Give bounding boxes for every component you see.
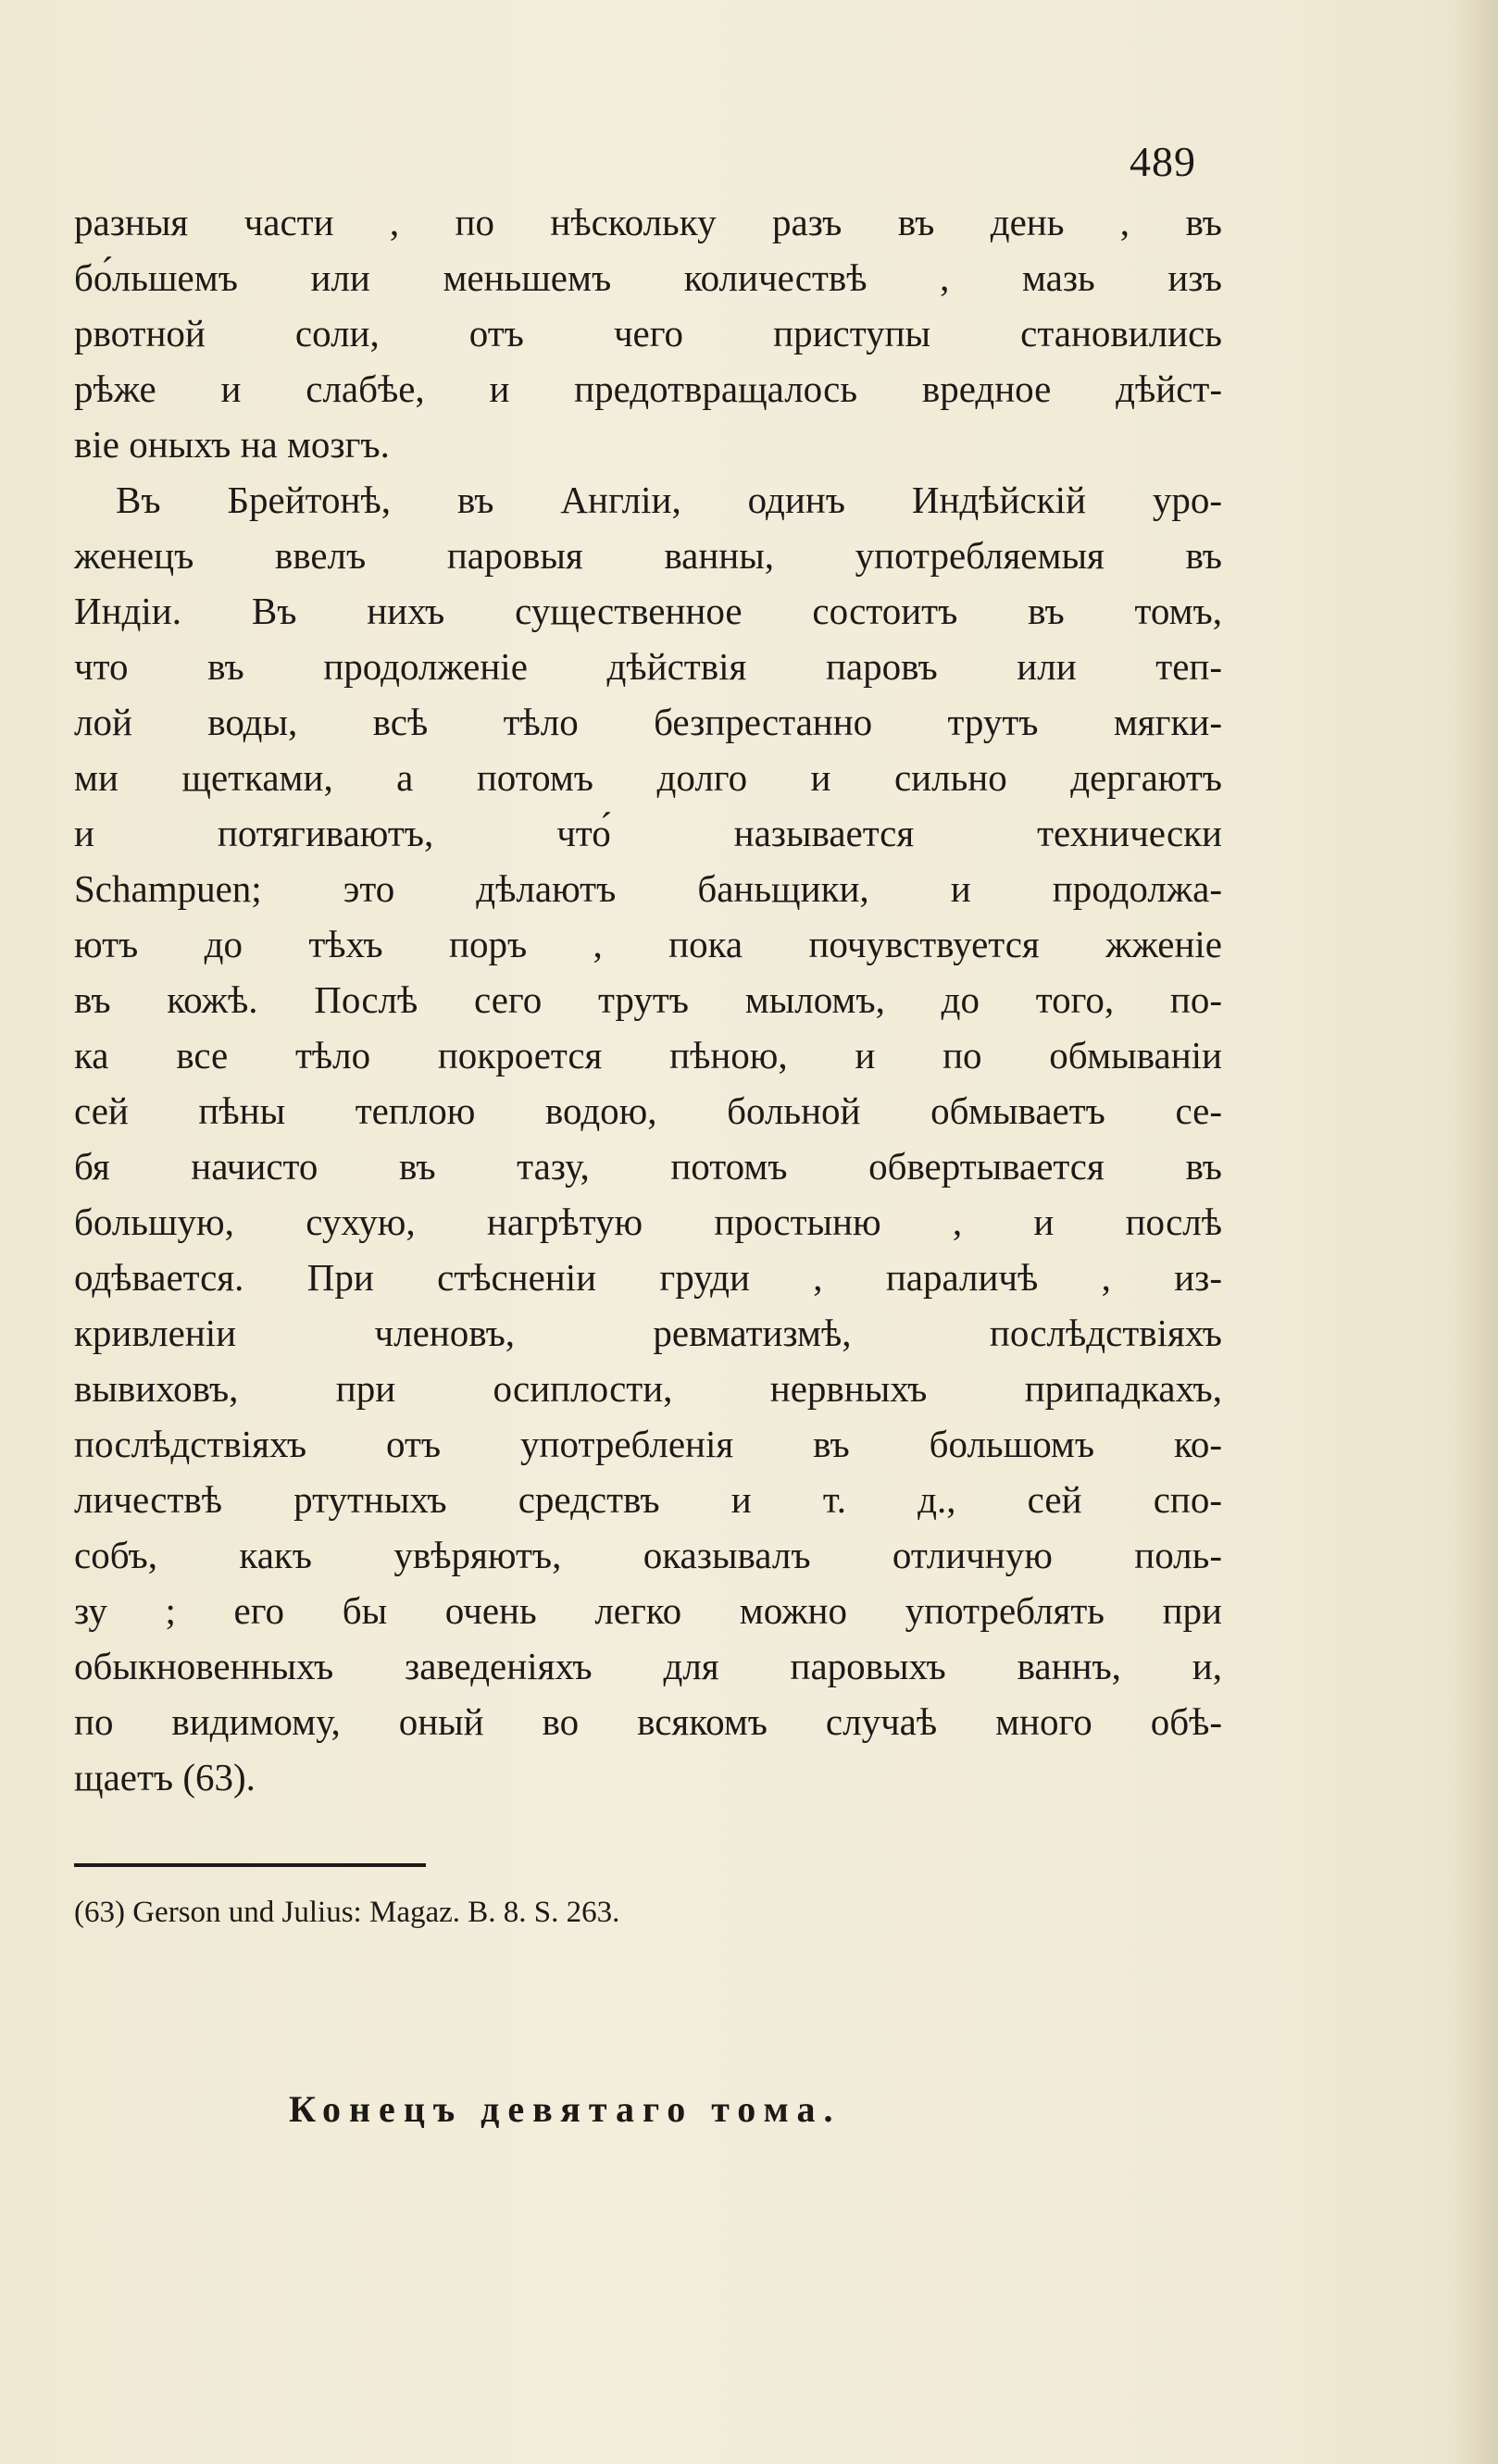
text-line: одѣвается. При стѣсненіи груди , параличѣ , из-: [74, 1256, 1222, 1299]
text-line: разныя части , по нѣскольку разъ въ день , въ: [74, 201, 1222, 243]
footnote-separator: [74, 1863, 426, 1867]
text-line: бо́льшемъ или меньшемъ количествѣ , мазь изъ: [74, 256, 1222, 299]
text-line: обыкновенныхъ заведеніяхъ для паровыхъ ваннъ, и,: [74, 1645, 1222, 1687]
text-line: Въ Брейтонѣ, въ Англіи, одинъ Индѣйскій уро-: [116, 479, 1222, 521]
text-line: рѣже и слабѣе, и предотвращалось вредное дѣйст-: [74, 367, 1222, 410]
text-line: щаетъ (63).: [74, 1756, 256, 1798]
text-line: ка все тѣло покроется пѣною, и по обмываніи: [74, 1034, 1222, 1076]
text-line: лой воды, всѣ тѣло безпрестанно трутъ мягки-: [74, 701, 1222, 743]
text-line: собъ, какъ увѣряютъ, оказывалъ отличную поль-: [74, 1534, 1222, 1576]
text-line: ютъ до тѣхъ поръ , пока почувствуется жженіе: [74, 923, 1222, 965]
text-line: зу ; его бы очень легко можно употреблять при: [74, 1589, 1222, 1632]
text-line: и потягиваютъ, что́ называется технически: [74, 812, 1222, 854]
text-line: вывиховъ, при осиплости, нервныхъ припадкахъ,: [74, 1367, 1222, 1410]
text-line: Schampuen; это дѣлаютъ баньщики, и продолжа-: [74, 867, 1222, 910]
text-line: женецъ ввелъ паровыя ванны, употребляемыя въ: [74, 534, 1222, 577]
text-line: личествѣ ртутныхъ средствъ и т. д., сей спо-: [74, 1478, 1222, 1521]
text-line: большую, сухую, нагрѣтую простыню , и послѣ: [74, 1201, 1222, 1243]
text-line: віе оныхъ на мозгъ.: [74, 423, 390, 466]
text-line: кривленіи членовъ, ревматизмѣ, послѣдствіяхъ: [74, 1312, 1222, 1354]
volume-end-note: Конецъ девятаго тома.: [289, 2088, 842, 2130]
text-line: бя начисто въ тазу, потомъ обвертывается въ: [74, 1145, 1222, 1188]
body-text: [74, 194, 1222, 1805]
page-edge-shadow: [1452, 0, 1498, 2464]
footnote: (63) Gerson und Julius: Magaz. B. 8. S. 263.: [74, 1896, 620, 1929]
text-line: по видимому, оный во всякомъ случаѣ много обѣ-: [74, 1700, 1222, 1743]
text-line: послѣдствіяхъ отъ употребленія въ большомъ ко-: [74, 1423, 1222, 1465]
text-line: что въ продолженіе дѣйствія паровъ или теп-: [74, 645, 1222, 688]
text-line: ми щетками, а потомъ долго и сильно дергаютъ: [74, 756, 1222, 799]
text-line: въ кожѣ. Послѣ сего трутъ мыломъ, до того, по-: [74, 978, 1222, 1021]
text-line: Индіи. Въ нихъ существенное состоитъ въ томъ,: [74, 590, 1222, 632]
page-number: 489: [1130, 138, 1196, 185]
text-line: рвотной соли, отъ чего приступы становились: [74, 312, 1222, 355]
text-line: сей пѣны теплою водою, больной обмываетъ се-: [74, 1089, 1222, 1132]
